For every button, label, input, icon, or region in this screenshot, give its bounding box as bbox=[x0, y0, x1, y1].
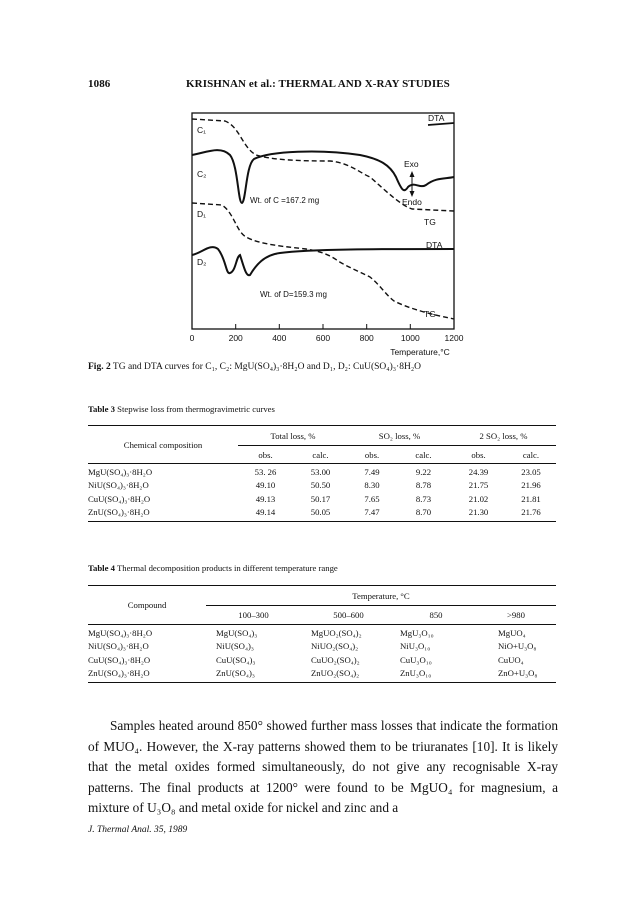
table4-cell: CuUO₄ bbox=[498, 654, 524, 665]
tg-curve-d1 bbox=[192, 203, 454, 319]
table3-subheader: calc. bbox=[293, 446, 348, 464]
dta-curve-d2 bbox=[192, 247, 454, 275]
table4-cell: ZnO+U₃O₈ bbox=[498, 667, 538, 678]
table3-cell: 8.73 bbox=[415, 493, 432, 504]
x-tick-label: 600 bbox=[315, 333, 331, 343]
x-tick-label: 0 bbox=[189, 333, 195, 343]
table4-cell: CuUO₂(SO₄)₂ bbox=[311, 654, 360, 665]
table3-subheader: calc. bbox=[506, 446, 556, 464]
table3-compound: NiU(SO₄)₃·8H₂O bbox=[88, 479, 149, 490]
table4-caption-label: Table 4 bbox=[88, 563, 115, 573]
table3-cell: 53. 26 bbox=[254, 467, 277, 478]
table-row bbox=[88, 506, 556, 522]
dta-curve-c2 bbox=[192, 150, 454, 203]
table4-cell: NiO+U₃O₈ bbox=[498, 640, 537, 651]
table-4 bbox=[88, 585, 556, 683]
x-tick-label: 200 bbox=[228, 333, 243, 343]
table3-group-header: SO₂ loss, % bbox=[348, 426, 451, 446]
table4-subheader: >980 bbox=[476, 606, 556, 625]
weight-c-label: Wt. of C =167.2 mg bbox=[250, 196, 320, 205]
x-tick-label: 800 bbox=[359, 333, 374, 343]
body-paragraph: Samples heated around 850° showed further mass losses that indicate the formation of MUO₄. However, the X-ray patterns showed them to be triuranates [10]. It is likely that the metal oxides formed simultaneously, do not give any recognisable X-ray patterns. The final products at 1200° were found to be MgUO₄ for magnesium, a mixture of U₃O₈ and metal oxide for nickel and zinc and a bbox=[88, 718, 558, 815]
table4-compound: ZnU(SO₄)₃·8H₂O bbox=[88, 667, 150, 678]
tg-label-lower: TG bbox=[424, 309, 436, 319]
table4-cell: ZnU(SO₄)₃ bbox=[216, 667, 255, 678]
running-title: KRISHNAN et al.: THERMAL AND X-RAY STUDIES bbox=[186, 78, 450, 90]
table4-subheader: 100–300 bbox=[206, 606, 301, 625]
table3-compound: ZnU(SO₄)₃·8H₂O bbox=[88, 506, 150, 517]
table3-cell: 24.39 bbox=[468, 467, 489, 478]
table4-cell: MgUO₂(SO₄)₂ bbox=[311, 628, 362, 639]
table-row bbox=[88, 492, 556, 506]
table4-cell: MgU(SO₄)₃ bbox=[216, 628, 258, 639]
table3-cell: 49.14 bbox=[255, 506, 276, 517]
table4-cell: MgU₃O₁₀ bbox=[400, 628, 434, 639]
table3-cell: 7.65 bbox=[364, 493, 380, 504]
body-text bbox=[88, 716, 558, 819]
table3-subheader: calc. bbox=[396, 446, 451, 464]
table3-header-compound: Chemical composition bbox=[88, 426, 238, 464]
tg-label-upper: TG bbox=[424, 217, 436, 227]
x-tick-label: 1000 bbox=[400, 333, 420, 343]
curve-label-c1: C₁ bbox=[197, 125, 207, 135]
table-row bbox=[88, 625, 556, 639]
table4-caption bbox=[88, 563, 338, 573]
table3-group-header: 2 SO₂ loss, % bbox=[451, 426, 556, 446]
page-number: 1086 bbox=[88, 78, 111, 90]
table4-subheader: 500–600 bbox=[301, 606, 396, 625]
table3-caption bbox=[88, 404, 275, 414]
table3-cell: 7.47 bbox=[364, 506, 380, 517]
dta-label-top: DTA bbox=[428, 113, 445, 123]
table-row bbox=[88, 667, 556, 683]
dta-curve-top bbox=[428, 123, 454, 125]
table3-cell: 8.30 bbox=[364, 479, 380, 490]
table4-caption-text: Thermal decomposition products in different temperature range bbox=[114, 563, 338, 573]
dta-label-mid: DTA bbox=[426, 240, 443, 250]
table-row bbox=[88, 478, 556, 492]
figure-caption bbox=[88, 362, 421, 372]
table4-cell: CuU₃O₁₀ bbox=[400, 654, 432, 665]
table3-caption-text: Stepwise loss from thermogravimetric curves bbox=[114, 404, 275, 414]
table3-cell: 8.70 bbox=[415, 506, 432, 517]
curve-label-d2: D₂ bbox=[197, 257, 207, 267]
table4-compound: NiU(SO₄)₃·8H₂O bbox=[88, 640, 149, 651]
endo-label: Endo bbox=[402, 197, 422, 207]
table4-header-compound: Compound bbox=[88, 586, 206, 625]
table3-cell: 21.81 bbox=[521, 493, 541, 504]
exo-label: Exo bbox=[404, 159, 419, 169]
table3-compound: CuU(SO₄)₃·8H₂O bbox=[88, 493, 151, 504]
table3-cell: 21.30 bbox=[468, 506, 489, 517]
table3-cell: 8.78 bbox=[415, 479, 432, 490]
table3-subheader: obs. bbox=[451, 446, 506, 464]
x-tick-label: 1200 bbox=[444, 333, 464, 343]
table4-cell: NiUO₂(SO₄)₂ bbox=[311, 640, 359, 651]
table3-cell: 49.13 bbox=[255, 493, 276, 504]
table3-cell: 9.22 bbox=[415, 467, 432, 478]
weight-d-label: Wt. of D=159.3 mg bbox=[260, 290, 327, 299]
table3-group-header: Total loss, % bbox=[238, 426, 348, 446]
table4-compound: CuU(SO₄)₃·8H₂O bbox=[88, 654, 151, 665]
table3-subheader: obs. bbox=[238, 446, 293, 464]
table-row bbox=[88, 464, 556, 478]
table4-cell: MgUO₄ bbox=[498, 628, 526, 639]
table3-cell: 21.02 bbox=[468, 493, 489, 504]
x-axis-ticks bbox=[192, 324, 454, 329]
table3-cell: 21.75 bbox=[468, 479, 489, 490]
curve-label-d1: D₁ bbox=[197, 209, 207, 219]
table3-caption-label: Table 3 bbox=[88, 404, 115, 414]
table-row bbox=[88, 639, 556, 653]
table4-cell: NiU₃O₁₀ bbox=[400, 640, 431, 651]
figure-caption-label: Fig. 2 bbox=[88, 362, 111, 372]
table4-cell: NiU(SO₄)₃ bbox=[216, 640, 254, 651]
table3-cell: 50.50 bbox=[310, 479, 331, 490]
table4-cell: ZnUO₂(SO₄)₂ bbox=[311, 667, 360, 678]
table3-cell: 49.10 bbox=[255, 479, 276, 490]
figure-caption-text: TG and DTA curves for C₁, C₂: MgU(SO₄)₃·8H₂O and D₁, D₂: CuU(SO₄)₃·8H₂O bbox=[110, 362, 421, 372]
tg-dta-plot bbox=[180, 105, 480, 360]
figure-2 bbox=[180, 105, 480, 365]
table3-cell: 50.05 bbox=[310, 506, 331, 517]
table3-cell: 23.05 bbox=[521, 467, 541, 478]
table3-cell: 53.00 bbox=[310, 467, 331, 478]
table-row bbox=[88, 653, 556, 667]
table4-subheader: 850 bbox=[396, 606, 476, 625]
table3-compound: MgU(SO₄)₃·8H₂O bbox=[88, 467, 153, 478]
table3-subheader: obs. bbox=[348, 446, 396, 464]
table3-cell: 21.96 bbox=[521, 479, 541, 490]
table4-compound: MgU(SO₄)₃·8H₂O bbox=[88, 628, 153, 639]
x-tick-label: 400 bbox=[272, 333, 287, 343]
table3-cell: 7.49 bbox=[364, 467, 380, 478]
curve-label-c2: C₂ bbox=[197, 169, 207, 179]
table4-cell: ZnU₃O₁₀ bbox=[400, 667, 432, 678]
table3-cell: 50.17 bbox=[310, 493, 331, 504]
table3-cell: 21.76 bbox=[521, 506, 541, 517]
journal-footer: J. Thermal Anal. 35, 1989 bbox=[88, 825, 188, 835]
x-axis-title: Temperature,°C bbox=[390, 347, 450, 357]
table4-group-header: Temperature, °C bbox=[206, 586, 556, 606]
table4-cell: CuU(SO₄)₃ bbox=[216, 654, 256, 665]
table-3 bbox=[88, 425, 556, 522]
